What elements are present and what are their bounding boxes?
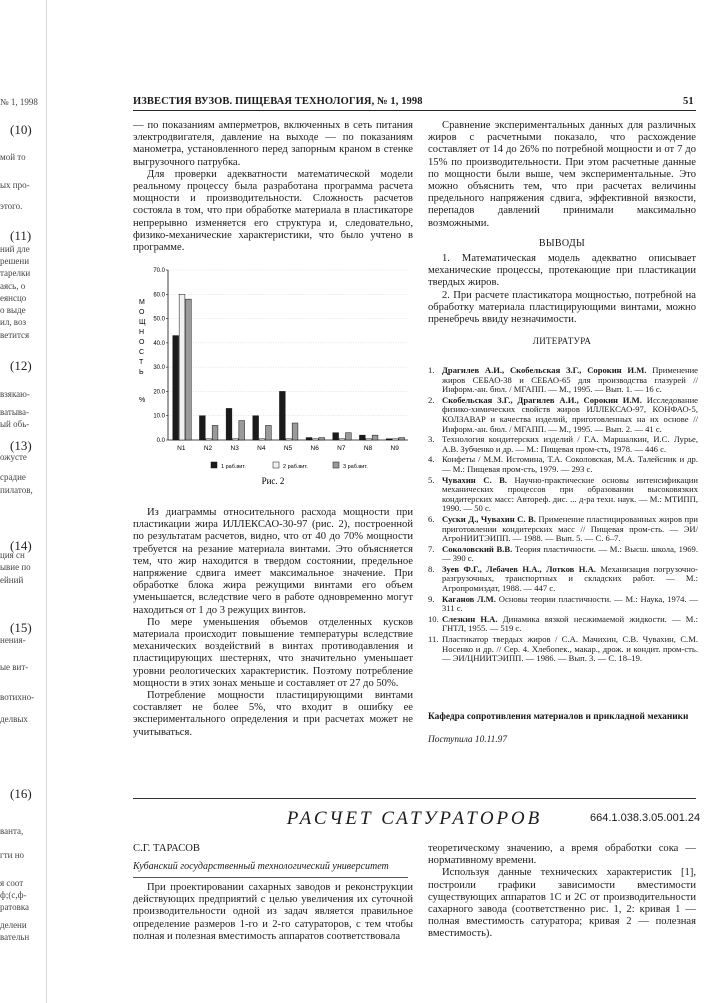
equation-number: (16) <box>10 786 32 801</box>
strip-fragment: ый обь- <box>0 419 30 429</box>
reference-text: Применение жиров СЕБАО-38 и СЕБАО-65 для производства глазурей // Информ.-ан. бюл. / МГАПП. — М., 1995. — Вып. 1. — 16 с. <box>442 365 698 395</box>
bar <box>339 439 345 440</box>
strip-fragment: вотихно- <box>0 692 35 702</box>
paragraph: Для проверки адекватности математической модели реальному процессу была разработана программа расчета мощности и производительности. Сложность расчетов состояла в том, что при обработке материала в пластикаторе непрерывно изменяется его структура и, следовательно, физико-механические характеристики, что было учтено в программе. <box>133 168 413 254</box>
bar <box>345 433 351 440</box>
strip-fragment: ывие по <box>0 562 31 572</box>
left-column-top <box>133 120 413 254</box>
reference-authors: Чувахин С. В. <box>442 474 515 485</box>
header-rule <box>133 110 696 111</box>
strip-fragment: мой то <box>0 152 26 162</box>
journal-header: ИЗВЕСТИЯ ВУЗОВ. ПИЩЕВАЯ ТЕХНОЛОГИЯ, № 1, 1998 <box>133 96 423 107</box>
x-tick-label: N7 <box>337 445 346 452</box>
strip-fragment: ил, воз <box>0 317 27 327</box>
x-tick-label: N4 <box>257 445 266 452</box>
bar <box>372 435 378 440</box>
legend-swatch <box>273 462 279 468</box>
y-axis-label-letter: О <box>139 309 145 316</box>
strip-fragment: нения- <box>0 635 26 645</box>
reference-text: Конфеты / М.М. Истомина, Т.А. Соколовская, М.А. Талейсник и др. — М.: Пищевая пром-сть, 1979. — 293 с. <box>442 454 698 474</box>
reference-authors: Зуев Ф.Г., Лебачев Н.А., Лотков Н.А. <box>442 563 601 574</box>
reference-text: Технология кондитерских изделий / Г.А. Маршалкин, И.С. Лурье, А.В. Зубченко и др. — М.: Пищевая пром-сть, 1978. — 446 с. <box>442 434 698 454</box>
strip-fragment: ых про- <box>0 180 30 190</box>
reference-number: 10. <box>428 613 439 624</box>
equation-number: (11) <box>10 228 32 243</box>
bar <box>212 425 218 440</box>
y-axis-label-letter: Н <box>139 329 145 336</box>
strip-fragment: срадие <box>0 472 26 482</box>
strip-fragment: о выде <box>0 305 26 315</box>
article-title: РАСЧЕТ САТУРАТОРОВ <box>286 808 543 829</box>
reference-number: 7. <box>428 543 435 554</box>
paragraph: Используя данные технических характеристик [1], построили графики зависимости вместимости существующих аппаратов 1С и 2С от производительности сахарного завода (соответственно рис. 1, 2: кривая 1 — полная вместимость сатуратора; кривая 2 — полезная вместимость). <box>428 867 696 940</box>
reference-authors: Суски Д., Чувахин С. В. <box>442 513 539 524</box>
strip-fragment: ванта, <box>0 826 24 836</box>
paragraph: — по показаниям амперметров, включенных в сеть питания электродвигателя, давление на выходе — по показаниям манометра, установленного перед запорным краном в стенке выгрузочного патрубка. <box>133 120 413 168</box>
x-tick-label: N3 <box>230 445 239 452</box>
conclusion-item: 1. Математическая модель адекватно описывает механические процессы, протекающие при пластикации твердых жиров. <box>428 253 696 289</box>
y-axis-unit: % <box>139 397 146 404</box>
bar <box>306 438 312 440</box>
x-tick-label: N8 <box>363 445 373 452</box>
paragraph: По мере уменьшения объемов отделенных кусков материала происходит повышение температуры вследствие механических воздействий в винтах противодавления и пластицирующих шестернях, что значительно уменьшает уровни реологических характеристик. Поэтому потребление мощности в этих зонах меньше и составляет от 27 до 50%. <box>133 616 413 689</box>
y-axis-label-letter: С <box>139 349 145 356</box>
paragraph: Сравнение экспериментальных данных для различных жиров с расчетными показало, что расхождение составляет от 14 до 26% по потребной мощности и от 7 до 15% по производительности. При этом расчетные данные по мощности были выше, чем экспериментальные. Это можно объяснить тем, что при расчетах величины предельного напряжения сдвига, эффективной вязкости, перепадов давлений принимали максимально возможными. <box>428 120 696 229</box>
reference-item <box>428 366 698 395</box>
bar <box>392 439 398 440</box>
strip-fragment: делвых <box>0 714 28 724</box>
strip-fragment: ветится <box>0 330 30 340</box>
bar <box>179 294 185 440</box>
received-date: Поступила 10.11.97 <box>428 735 508 745</box>
strip-fragment: вательн <box>0 932 30 942</box>
literature-heading: ЛИТЕРАТУРА <box>532 336 592 347</box>
legend-swatch <box>333 462 339 468</box>
article-author: С.Г. ТАРАСОВ <box>133 843 200 854</box>
legend-label: 3 раб.вит. <box>343 464 368 470</box>
reference-number: 2. <box>428 394 435 405</box>
y-axis-label-letter: М <box>139 299 145 306</box>
bar <box>239 421 245 440</box>
strip-fragment: я соот <box>0 878 24 888</box>
bar <box>286 439 292 440</box>
reference-text: Основы теории пластичности. — М.: Наука, 1974. — 311 с. <box>442 593 699 614</box>
equation-number: (13) <box>10 438 32 453</box>
bar <box>199 416 205 440</box>
legend-label: 1 раб.вит. <box>221 464 246 470</box>
reference-item <box>428 396 698 434</box>
strip-fragment: ожусте <box>0 452 27 462</box>
conclusions-heading: ВЫВОДЫ <box>538 237 586 249</box>
y-axis-label-letter: Щ <box>139 319 146 326</box>
reference-number: 6. <box>428 513 435 524</box>
reference-text: Исследование физико-химических свойств жиров ИЛЛЕКСАО-97, КОНФАО-5, КОЛЗАВАР и качества изделий, приготовленных на их основе // Информ.-ан. бюл. / МГАПП. — М., 1995. — Вып. 2. — 41 с. <box>442 394 698 434</box>
department: Кафедра сопротивления материалов и прикладной механики <box>428 712 689 722</box>
paragraph: Из диаграммы относительного расхода мощности при пластикации жира ИЛЛЕКСАО-30-97 (рис. 2), построенной по результатам расчетов, видно, что от 40 до 70% мощности требуется на резание материала винтами. Это объясняется тем, что жир находится в твердом состоянии, предельное напряжение сдвига имеет максимальное значение. При обработке блока жира режущими винтами его объем уменьшается, вследствие чего в работе одновременно могут находиться от 1 до 3 режущих винтов. <box>133 507 413 616</box>
reference-authors: Драгилев А.И., Скобельская З.Г., Сорокин И.М. <box>442 365 653 375</box>
bar <box>386 439 392 440</box>
reference-number: 1. <box>428 365 435 375</box>
strip-fragment: ний дле <box>0 244 30 254</box>
strip-fragment: еянсцо <box>0 293 27 303</box>
bar <box>366 439 372 440</box>
bar <box>232 439 238 440</box>
reference-number: 8. <box>428 563 435 574</box>
y-axis-label-letter: Ь <box>139 369 144 376</box>
strip-fragment: ейний <box>0 575 24 585</box>
x-tick-label: N5 <box>283 445 293 452</box>
strip-fragment: ф;(с,ф- <box>0 890 27 900</box>
bar <box>319 438 325 440</box>
reference-item <box>428 515 698 544</box>
y-tick-label: 20.0 <box>153 389 165 396</box>
bar <box>292 423 298 440</box>
reference-list <box>428 366 698 665</box>
reference-number: 5. <box>428 474 435 485</box>
strip-fragment: ые вит- <box>0 662 29 672</box>
y-tick-label: 0.0 <box>156 438 165 444</box>
reference-number: 4. <box>428 454 435 465</box>
equation-number: (10) <box>10 122 32 137</box>
paragraph: Потребление мощности пластицирующими винтами составляет не более 5%, что входит в ошибку ее экспериментального определения и при расчетах может не учитываться. <box>133 690 413 738</box>
equation-number: (12) <box>10 358 32 373</box>
reference-authors: Каганов Л.М. <box>442 593 499 604</box>
strip-fragment: взякаю- <box>0 389 30 399</box>
reference-text: Динамика вязкой несжимаемой жидкости. — М.: ГНТЛ, 1955. — 519 с. <box>442 613 698 634</box>
reference-number: 9. <box>428 593 435 604</box>
conclusion-item: 2. При расчете пластикатора мощностью, потребной на обработку материала пластицирующими винтами, можно пренебречь ввиду незначимости. <box>428 289 696 326</box>
bar <box>333 433 339 440</box>
left-column-bottom <box>133 507 413 739</box>
reference-number: 11. <box>428 634 439 645</box>
strip-fragment: этого. <box>0 201 23 211</box>
strip-fragment: № 1, 1998 <box>0 97 38 107</box>
y-tick-label: 40.0 <box>153 340 165 347</box>
page-gutter <box>46 0 47 1003</box>
y-tick-label: 50.0 <box>153 316 165 323</box>
x-tick-label: N9 <box>390 445 399 452</box>
bar <box>253 416 259 440</box>
power-distribution-bar-chart <box>133 262 413 492</box>
strip-fragment: аясь, о <box>0 281 26 291</box>
y-axis-label-letter: О <box>139 339 145 346</box>
legend-swatch <box>211 462 217 468</box>
affiliation-rule <box>133 877 408 878</box>
page-number: 51 <box>683 96 694 107</box>
strip-fragment: ция сн <box>0 550 25 560</box>
reference-authors: Слезкин Н.А. <box>442 613 503 624</box>
strip-fragment: решени <box>0 256 30 266</box>
strip-fragment: гти но <box>0 850 25 860</box>
bar <box>226 408 232 440</box>
reference-item <box>428 545 698 564</box>
legend-label: 2 раб.вит. <box>283 464 308 470</box>
reference-text: Применение пластицированных жиров при приготовлении кондитерских масс // Пищевая пром-сть. — ЭИ/АгроНИИТЭИПП. — 1988. — Вып. 5. — С. 6–7. <box>442 513 698 544</box>
strip-fragment: ватыва- <box>0 407 29 417</box>
bar <box>206 439 212 440</box>
article-left-column <box>133 882 413 943</box>
reference-item <box>428 595 698 614</box>
author-affiliation: Кубанский государственный технологический университет <box>133 861 389 872</box>
x-tick-label: N2 <box>203 445 213 452</box>
previous-page-strip <box>0 0 40 1003</box>
reference-text: Теория пластичности. — М.: Высш. школа, 1969. — 390 с. <box>442 543 698 564</box>
right-column-top <box>428 120 696 347</box>
bar <box>265 425 271 440</box>
strip-fragment: пилатов, <box>0 485 33 495</box>
reference-item <box>428 615 698 634</box>
equation-number: (14) <box>10 538 32 553</box>
udc-code: 664.1.038.3.05.001.24 <box>590 812 701 824</box>
reference-number: 3. <box>428 434 435 445</box>
reference-item <box>428 635 698 664</box>
bar <box>259 439 265 440</box>
reference-item <box>428 565 698 594</box>
reference-text: Механизация погрузочно-разгрузочных, транспортных и складских работ. — М.: Агропромиздат, 1988. — 447 с. <box>442 563 698 594</box>
bar <box>279 391 285 440</box>
reference-text: Пластикатор твердых жиров / С.А. Мачихин, С.В. Чувахин, С.М. Носенко и др. // Сер. 4. Хлебопек., макар., дрож. и кондит. пром-сть. — ЭИ/ЦНИИТЭИПП. — 1986. — Вып. 3. — С. 18–19. <box>442 634 698 664</box>
bar <box>173 336 179 440</box>
paragraph: При проектировании сахарных заводов и реконструкции действующих предприятий с целью увеличения их суточной производительности одной из задач является правильное определение размеров 1-го и 2-го сатураторов, с тем чтобы полная и полезная вместимость аппаратов соответствовала <box>133 882 413 942</box>
y-tick-label: 60.0 <box>153 292 165 299</box>
reference-authors: Скобельская З.Г., Драгилев А.И., Сорокин И.М. <box>442 394 647 405</box>
x-tick-label: N1 <box>177 445 186 452</box>
reference-item <box>428 476 698 514</box>
bar <box>399 438 405 440</box>
equation-number: (15) <box>10 620 32 635</box>
bar <box>312 439 318 440</box>
y-axis-label-letter: Т <box>139 359 144 366</box>
bar <box>185 299 191 440</box>
x-tick-label: N6 <box>310 445 319 452</box>
strip-fragment: ратовка <box>0 902 30 912</box>
bar <box>359 435 365 440</box>
reference-authors: Соколовский В.В. <box>442 543 515 554</box>
reference-text: Научно-практические основы интенсификации механических процессов при образовании высоковязких кондитерских масс: Автореф. дис. ... д-ра техн. наук. — М.: МТИПП, 1990. — 50 с. <box>442 474 699 514</box>
y-tick-label: 70.0 <box>153 268 165 274</box>
y-tick-label: 10.0 <box>153 413 165 420</box>
reference-item <box>428 455 698 474</box>
article-separator <box>133 798 696 799</box>
article-right-column <box>428 843 696 941</box>
reference-item <box>428 435 698 454</box>
paragraph: теоретическому значению, а время обработки сока — нормативному времени. <box>428 843 696 867</box>
figure-caption: Рис. 2 <box>261 476 285 486</box>
y-tick-label: 30.0 <box>153 365 165 372</box>
strip-fragment: делени <box>0 920 27 930</box>
strip-fragment: тарелки <box>0 268 31 278</box>
